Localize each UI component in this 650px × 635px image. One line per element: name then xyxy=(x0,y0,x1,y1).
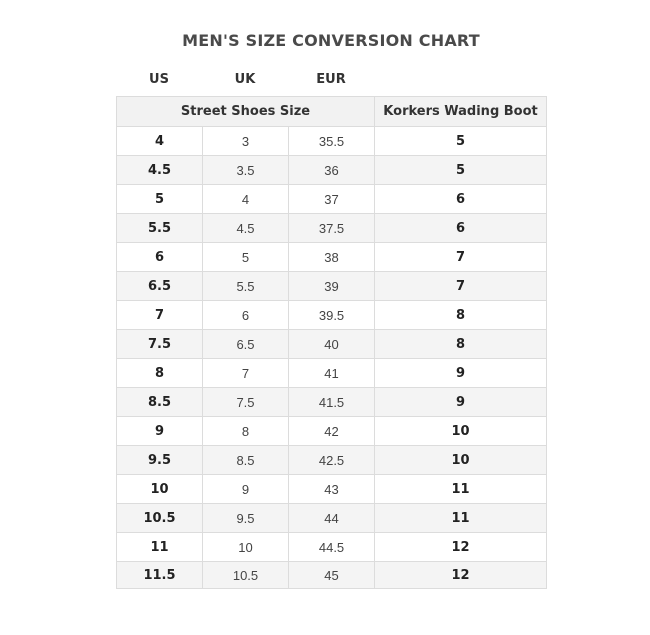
us-size-cell: 9.5 xyxy=(117,446,203,475)
table-body xyxy=(117,127,547,589)
uk-size-cell: 8.5 xyxy=(203,446,289,475)
table-row xyxy=(117,330,547,359)
boot-size-cell: 6 xyxy=(375,185,547,214)
uk-size-cell: 3.5 xyxy=(203,156,289,185)
boot-size-cell: 5 xyxy=(375,156,547,185)
table-row xyxy=(117,562,547,589)
eur-size-cell: 44.5 xyxy=(289,533,375,562)
us-size-cell: 10 xyxy=(117,475,203,504)
boot-size-cell: 11 xyxy=(375,504,547,533)
uk-size-cell: 3 xyxy=(203,127,289,156)
us-size-cell: 10.5 xyxy=(117,504,203,533)
uk-size-cell: 6 xyxy=(203,301,289,330)
uk-size-cell: 10 xyxy=(203,533,289,562)
us-size-cell: 9 xyxy=(117,417,203,446)
us-size-cell: 4 xyxy=(117,127,203,156)
boot-size-cell: 10 xyxy=(375,417,547,446)
boot-size-cell: 12 xyxy=(375,533,547,562)
table-row xyxy=(117,475,547,504)
uk-size-cell: 5 xyxy=(203,243,289,272)
column-labels xyxy=(116,72,376,92)
table-row xyxy=(117,388,547,417)
us-size-cell: 7.5 xyxy=(117,330,203,359)
us-size-cell: 8 xyxy=(117,359,203,388)
boot-size-cell: 11 xyxy=(375,475,547,504)
column-label-eur: EUR xyxy=(316,72,346,87)
chart-title: MEN'S SIZE CONVERSION CHART xyxy=(182,31,480,50)
eur-size-cell: 37 xyxy=(289,185,375,214)
eur-size-cell: 45 xyxy=(289,562,375,589)
us-size-cell: 5 xyxy=(117,185,203,214)
us-size-cell: 6.5 xyxy=(117,272,203,301)
boot-size-cell: 9 xyxy=(375,388,547,417)
table-row xyxy=(117,359,547,388)
uk-size-cell: 9.5 xyxy=(203,504,289,533)
table-row xyxy=(117,127,547,156)
boot-size-cell: 8 xyxy=(375,301,547,330)
uk-size-cell: 4 xyxy=(203,185,289,214)
boot-size-cell: 7 xyxy=(375,272,547,301)
us-size-cell: 7 xyxy=(117,301,203,330)
eur-size-cell: 41 xyxy=(289,359,375,388)
header-korkers-wading-boot: Korkers Wading Boot xyxy=(375,97,547,127)
us-size-cell: 11.5 xyxy=(117,562,203,589)
uk-size-cell: 7 xyxy=(203,359,289,388)
table-row xyxy=(117,446,547,475)
uk-size-cell: 4.5 xyxy=(203,214,289,243)
table-row xyxy=(117,504,547,533)
column-label-uk: UK xyxy=(234,72,256,87)
boot-size-cell: 9 xyxy=(375,359,547,388)
size-conversion-table xyxy=(116,96,547,589)
table-row xyxy=(117,533,547,562)
table-row xyxy=(117,156,547,185)
boot-size-cell: 6 xyxy=(375,214,547,243)
eur-size-cell: 35.5 xyxy=(289,127,375,156)
uk-size-cell: 9 xyxy=(203,475,289,504)
eur-size-cell: 40 xyxy=(289,330,375,359)
uk-size-cell: 7.5 xyxy=(203,388,289,417)
us-size-cell: 8.5 xyxy=(117,388,203,417)
eur-size-cell: 39.5 xyxy=(289,301,375,330)
eur-size-cell: 38 xyxy=(289,243,375,272)
eur-size-cell: 36 xyxy=(289,156,375,185)
us-size-cell: 5.5 xyxy=(117,214,203,243)
us-size-cell: 11 xyxy=(117,533,203,562)
table-row xyxy=(117,301,547,330)
boot-size-cell: 7 xyxy=(375,243,547,272)
table-row xyxy=(117,243,547,272)
table-row xyxy=(117,214,547,243)
uk-size-cell: 6.5 xyxy=(203,330,289,359)
boot-size-cell: 10 xyxy=(375,446,547,475)
table-row xyxy=(117,185,547,214)
boot-size-cell: 12 xyxy=(375,562,547,589)
eur-size-cell: 42.5 xyxy=(289,446,375,475)
eur-size-cell: 39 xyxy=(289,272,375,301)
us-size-cell: 6 xyxy=(117,243,203,272)
eur-size-cell: 44 xyxy=(289,504,375,533)
boot-size-cell: 8 xyxy=(375,330,547,359)
uk-size-cell: 8 xyxy=(203,417,289,446)
column-label-us: US xyxy=(149,72,169,87)
us-size-cell: 4.5 xyxy=(117,156,203,185)
eur-size-cell: 43 xyxy=(289,475,375,504)
header-street-shoes-size: Street Shoes Size xyxy=(117,97,375,127)
uk-size-cell: 5.5 xyxy=(203,272,289,301)
eur-size-cell: 41.5 xyxy=(289,388,375,417)
boot-size-cell: 5 xyxy=(375,127,547,156)
table-row xyxy=(117,272,547,301)
eur-size-cell: 42 xyxy=(289,417,375,446)
eur-size-cell: 37.5 xyxy=(289,214,375,243)
table-header-row xyxy=(117,97,547,127)
uk-size-cell: 10.5 xyxy=(203,562,289,589)
table-row xyxy=(117,417,547,446)
